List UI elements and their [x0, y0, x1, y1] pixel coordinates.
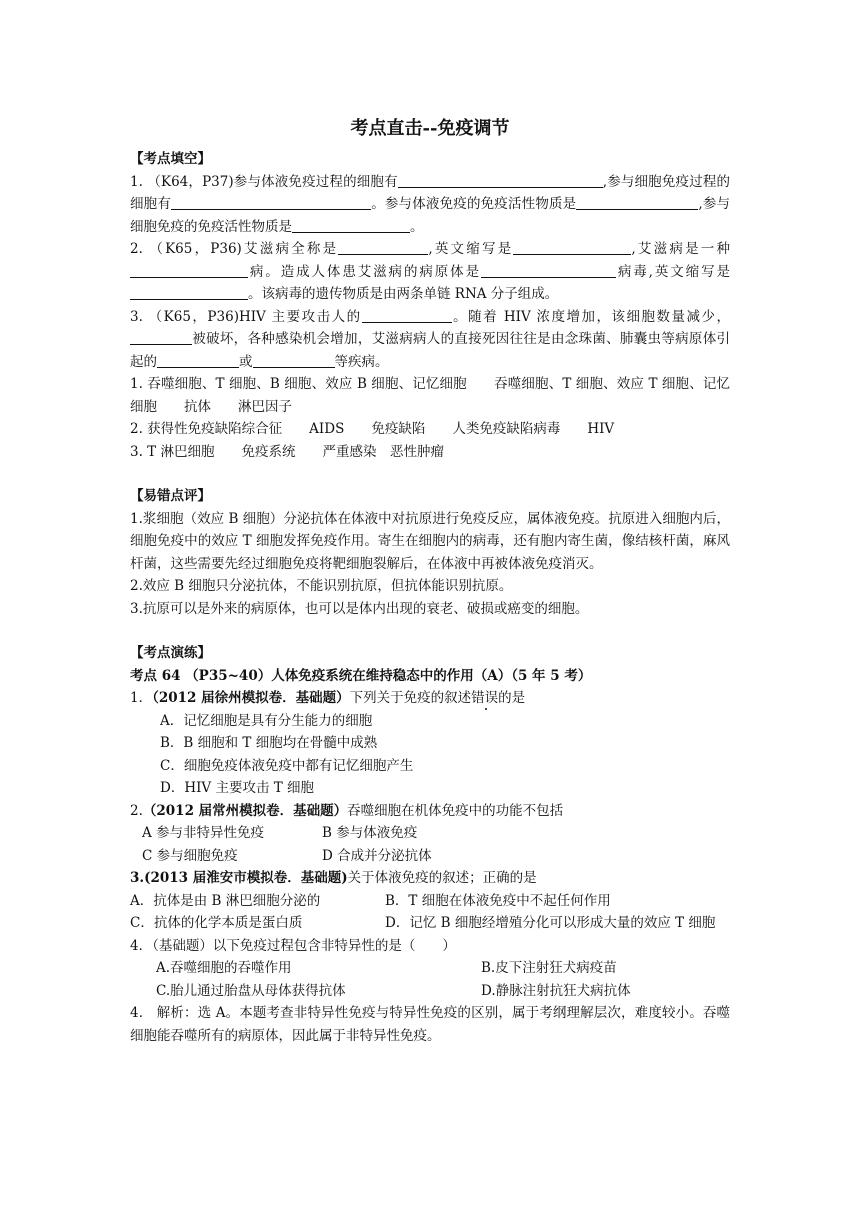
q1-text-d: ,参与细胞免疫的免疫活性物质是 — [130, 196, 731, 235]
answer-line-2: 2. 获得性免疫缺陷综合征 AIDS 免疫缺陷 人类免疫缺陷病毒 HIV — [130, 421, 615, 437]
option: C．抗体的化学本质是蛋白质 — [130, 915, 303, 931]
emphasis-word: 错误 — [471, 690, 499, 706]
option-row — [130, 890, 730, 913]
answer-blank — [398, 172, 603, 188]
q-source: (2013 届淮安市模拟卷．基础题) — [144, 870, 348, 886]
error-item-2: 2.效应 B 细胞只分泌抗体，不能识别抗原，但抗体能识别抗原。 — [130, 578, 513, 594]
answer-blank — [481, 262, 616, 278]
q2-text-b: ,英文缩写是 — [428, 241, 514, 257]
q3-text-e: 等疾病。 — [334, 353, 389, 370]
practice-question-4: 4．（基础题）以下免疫过程包含非特异性的是（ ） — [130, 937, 456, 954]
q1-text-a: 1. （K64，P37)参与体液免疫过程的细胞有 — [130, 173, 398, 190]
practice-question-2 — [130, 800, 730, 823]
option-row — [130, 957, 730, 980]
section-heading-errors: 【易错点评】 — [130, 488, 211, 504]
option: D．记忆 B 细胞经增殖分化可以形成大量的效应 T 细胞 — [385, 915, 716, 931]
option: D 合成并分泌抗体 — [322, 847, 432, 864]
option: C.胎儿通过胎盘从母体获得抗体 — [156, 982, 346, 999]
analysis: 4． 解析：选 A。本题考查非特异性免疫与特异性免疫的区别，属于考纲理解层次，难度较小。吞噬细胞能吞噬所有的病原体，因此属于非特异性免疫。 — [130, 1005, 730, 1044]
q1-text-b: ,参与细胞免疫过程的细胞有 — [130, 173, 730, 212]
option-row — [130, 912, 730, 935]
q-stem: 下列关于免疫的叙述 — [349, 690, 472, 706]
page-title: 考点直击--免疫调节 — [350, 118, 510, 139]
answer-blank — [513, 239, 631, 255]
option-row — [130, 980, 730, 1003]
answer-line-3: 3. T 淋巴细胞 免疫系统 严重感染 恶性肿瘤 — [130, 443, 444, 460]
q-stem: 关于体液免疫的叙述；正确的是 — [347, 870, 537, 886]
fill-question-2 — [130, 238, 730, 306]
q-number: 1． — [130, 690, 153, 706]
answer-blank — [130, 284, 248, 300]
q2-text-d: 病。造成人体患艾滋病的病原体是 — [248, 263, 481, 280]
fill-question-1 — [130, 171, 730, 239]
q-source: （2012 届徐州模拟卷．基础题） — [152, 690, 350, 706]
option: A．记忆细胞是具有分生能力的细胞 — [160, 712, 373, 729]
fill-question-3 — [130, 306, 730, 374]
q1-text-e: 。 — [410, 218, 424, 235]
option: C．细胞免疫体液免疫中都有记忆细胞产生 — [160, 757, 414, 774]
option-row — [130, 845, 730, 868]
option: B 参与体液免疫 — [322, 825, 418, 841]
q-number: 2. — [130, 802, 143, 819]
section-heading-practice: 【考点演练】 — [130, 645, 211, 661]
option: A.吞噬细胞的吞噬作用 — [156, 960, 292, 976]
option: A．抗体是由 B 淋巴细胞分泌的 — [130, 892, 321, 909]
answer-blank — [338, 239, 428, 255]
answer-blank — [253, 352, 335, 368]
option: B.皮下注射狂犬病疫苗 — [481, 960, 617, 976]
option-row — [130, 822, 730, 845]
q1-text-c: 。参与体液免疫的免疫活性物质是 — [371, 196, 577, 212]
q-stem-tail: 的是 — [498, 690, 526, 706]
document-page — [130, 116, 730, 1047]
section-heading-fill: 【考点填空】 — [130, 151, 211, 167]
practice-topic: 考点 64 （P35~40）人体免疫系统在维持稳态中的作用（A）（5 年 5 考） — [130, 667, 592, 684]
q-number: 3. — [130, 870, 145, 886]
q2-text-a: 2. （K65，P36)艾滋病全称是 — [130, 241, 339, 257]
answer-blank — [292, 217, 410, 233]
q3-text-a: 3. （K65，P36)HIV 主要攻击人的 — [130, 308, 362, 325]
answer-blank — [576, 194, 698, 210]
answer-blank — [130, 329, 192, 345]
answer-blank — [157, 352, 239, 368]
option: B．B 细胞和 T 细胞均在骨髓中成熟 — [160, 735, 378, 751]
practice-question-3 — [130, 867, 730, 890]
option: C 参与细胞免疫 — [142, 847, 238, 864]
answer-blank — [171, 194, 371, 210]
q-stem: 吞噬细胞在机体免疫中的功能不包括 — [347, 802, 564, 819]
option: D．HIV 主要攻击 T 细胞 — [160, 780, 315, 796]
error-item-3: 3.抗原可以是外来的病原体，也可以是体内出现的衰老、破损或癌变的细胞。 — [130, 600, 589, 617]
answer-blank — [130, 262, 248, 278]
option: A 参与非特异性免疫 — [142, 825, 265, 841]
q2-text-c: ,艾滋病是一种 — [631, 241, 731, 257]
q3-text-c: 被破坏，各种感染机会增加，艾滋病病人的直接死因往往是由念珠菌、肺囊虫等病原体引起的 — [130, 331, 730, 370]
q2-text-e: 病毒,英文缩写是 — [615, 263, 730, 280]
answer-blank — [362, 307, 452, 323]
option: B．T 细胞在体液免疫中不起任何作用 — [385, 892, 611, 909]
error-item-1: 1.浆细胞（效应 B 细胞）分泌抗体在体液中对抗原进行免疫反应，属体液免疫。抗原进入细胞内后，细胞免疫中的效应 T 细胞发挥免疫作用。寄生在细胞内的病毒，还有胞内寄生菌，像结核杆菌，麻风杆菌，这些需要先经过细胞免疫将靶细胞裂解后，在体液中再被体液免疫消灭。 — [130, 510, 730, 572]
answer-line-1: 1. 吞噬细胞、T 细胞、B 细胞、效应 B 细胞、记忆细胞 吞噬细胞、T 细胞、效应 T 细胞、记忆细胞 抗体 淋巴因子 — [130, 376, 730, 415]
q-source: （2012 届常州模拟卷．基础题） — [142, 802, 348, 819]
q3-text-d: 或 — [239, 353, 253, 370]
practice-question-1 — [130, 687, 730, 710]
option: D.静脉注射抗狂犬病抗体 — [481, 982, 631, 999]
q3-text-b: 。随着 HIV 浓度增加，该细胞数量减少， — [451, 308, 730, 325]
q2-text-f: 。该病毒的遗传物质是由两条单链 RNA 分子组成。 — [248, 286, 559, 302]
